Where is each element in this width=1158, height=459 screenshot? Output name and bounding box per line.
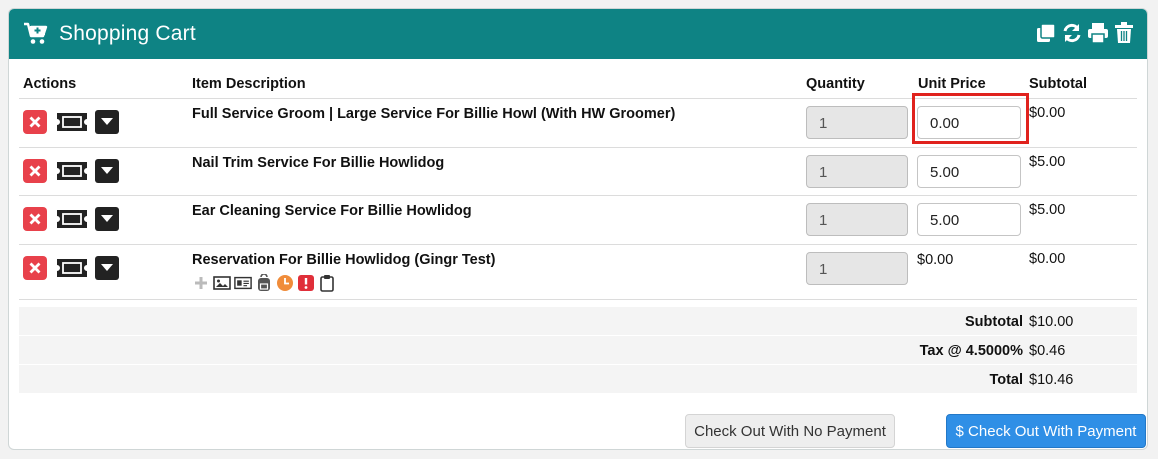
unit-price-input[interactable]: 0.00: [917, 106, 1021, 139]
close-icon: [29, 165, 41, 177]
clock-icon[interactable]: [276, 274, 294, 292]
checkout-with-payment-button[interactable]: $ Check Out With Payment: [946, 414, 1146, 448]
item-description: Ear Cleaning Service For Billie Howlidog: [192, 203, 472, 219]
cart-table: [19, 71, 1137, 300]
col-description: Item Description: [192, 76, 306, 92]
ticket-icon: [55, 257, 89, 279]
quantity-field: 1: [806, 252, 908, 285]
total-row: [19, 365, 1137, 394]
image-icon[interactable]: [213, 274, 231, 292]
backpack-icon[interactable]: [255, 274, 273, 292]
row-actions: [23, 159, 119, 183]
clipboard-icon[interactable]: [318, 274, 336, 292]
table-row: [19, 196, 1137, 245]
page-title: Shopping Cart: [59, 22, 196, 45]
tax-label: Tax @ 4.5000%: [919, 343, 1023, 359]
row-actions: [23, 110, 119, 134]
cart-plus-icon: [23, 22, 49, 46]
quantity-field: 1: [806, 155, 908, 188]
col-quantity: Quantity: [806, 76, 865, 92]
item-menu-button[interactable]: [95, 256, 119, 280]
totals-section: [19, 307, 1137, 394]
refresh-icon[interactable]: [1061, 21, 1083, 45]
close-icon: [29, 262, 41, 274]
quantity-field: 1: [806, 203, 908, 236]
total-value: $10.46: [1029, 372, 1074, 388]
trash-icon[interactable]: [1113, 21, 1135, 45]
unit-price-input[interactable]: 5.00: [917, 203, 1021, 236]
remove-item-button[interactable]: [23, 159, 47, 183]
item-menu-button[interactable]: [95, 110, 119, 134]
row-actions: [23, 256, 119, 280]
row-actions: [23, 207, 119, 231]
col-unit-price: Unit Price: [918, 76, 986, 92]
table-row: [19, 99, 1137, 148]
subtotal-value: $10.00: [1029, 314, 1074, 330]
table-row: [19, 148, 1137, 197]
total-label: Total: [989, 372, 1023, 388]
ticket-button[interactable]: [55, 208, 89, 230]
item-menu-button[interactable]: [95, 207, 119, 231]
item-description: Full Service Groom | Large Service For Billie Howl (With HW Groomer): [192, 106, 676, 122]
id-card-icon[interactable]: [234, 274, 252, 292]
ticket-icon: [55, 111, 89, 133]
panel-header: [9, 9, 1147, 59]
highlight-box: [912, 93, 1029, 144]
col-actions: Actions: [23, 76, 77, 92]
item-description: Reservation For Billie Howlidog (Gingr Test): [192, 251, 496, 268]
plus-icon[interactable]: [192, 274, 210, 292]
close-icon: [29, 213, 41, 225]
item-description: Nail Trim Service For Billie Howlidog: [192, 154, 445, 171]
subtotal-label: Subtotal: [965, 314, 1023, 330]
row-subtotal: $5.00: [1029, 153, 1066, 170]
ticket-button[interactable]: [55, 160, 89, 182]
quantity-field: 1: [806, 106, 908, 139]
remove-item-button[interactable]: [23, 256, 47, 280]
chevron-down-icon: [101, 264, 113, 272]
remove-item-button[interactable]: [23, 207, 47, 231]
ticket-icon: [55, 208, 89, 230]
print-icon[interactable]: [1087, 21, 1109, 45]
chevron-down-icon: [101, 167, 113, 175]
checkout-no-payment-button[interactable]: Check Out With No Payment: [685, 414, 895, 448]
row-subtotal: $0.00: [1029, 250, 1066, 267]
col-subtotal: Subtotal: [1029, 76, 1087, 92]
ticket-icon: [55, 160, 89, 182]
header-toolbar: [1035, 21, 1135, 45]
close-icon: [29, 116, 41, 128]
item-menu-button[interactable]: [95, 159, 119, 183]
shopping-cart-panel: [8, 8, 1148, 450]
tax-value: $0.46: [1029, 343, 1066, 359]
reservation-icons: [192, 274, 336, 292]
ticket-button[interactable]: [55, 257, 89, 279]
alert-icon[interactable]: [297, 274, 315, 292]
table-row: [19, 245, 1137, 300]
remove-item-button[interactable]: [23, 110, 47, 134]
unit-price-input[interactable]: 5.00: [917, 155, 1021, 188]
copy-icon[interactable]: [1035, 21, 1057, 45]
row-subtotal: $5.00: [1029, 202, 1066, 218]
chevron-down-icon: [101, 118, 113, 126]
unit-price-value: $0.00: [917, 251, 954, 268]
ticket-button[interactable]: [55, 111, 89, 133]
subtotal-row: [19, 307, 1137, 336]
chevron-down-icon: [101, 215, 113, 223]
row-subtotal: $0.00: [1029, 105, 1066, 121]
tax-row: [19, 336, 1137, 365]
